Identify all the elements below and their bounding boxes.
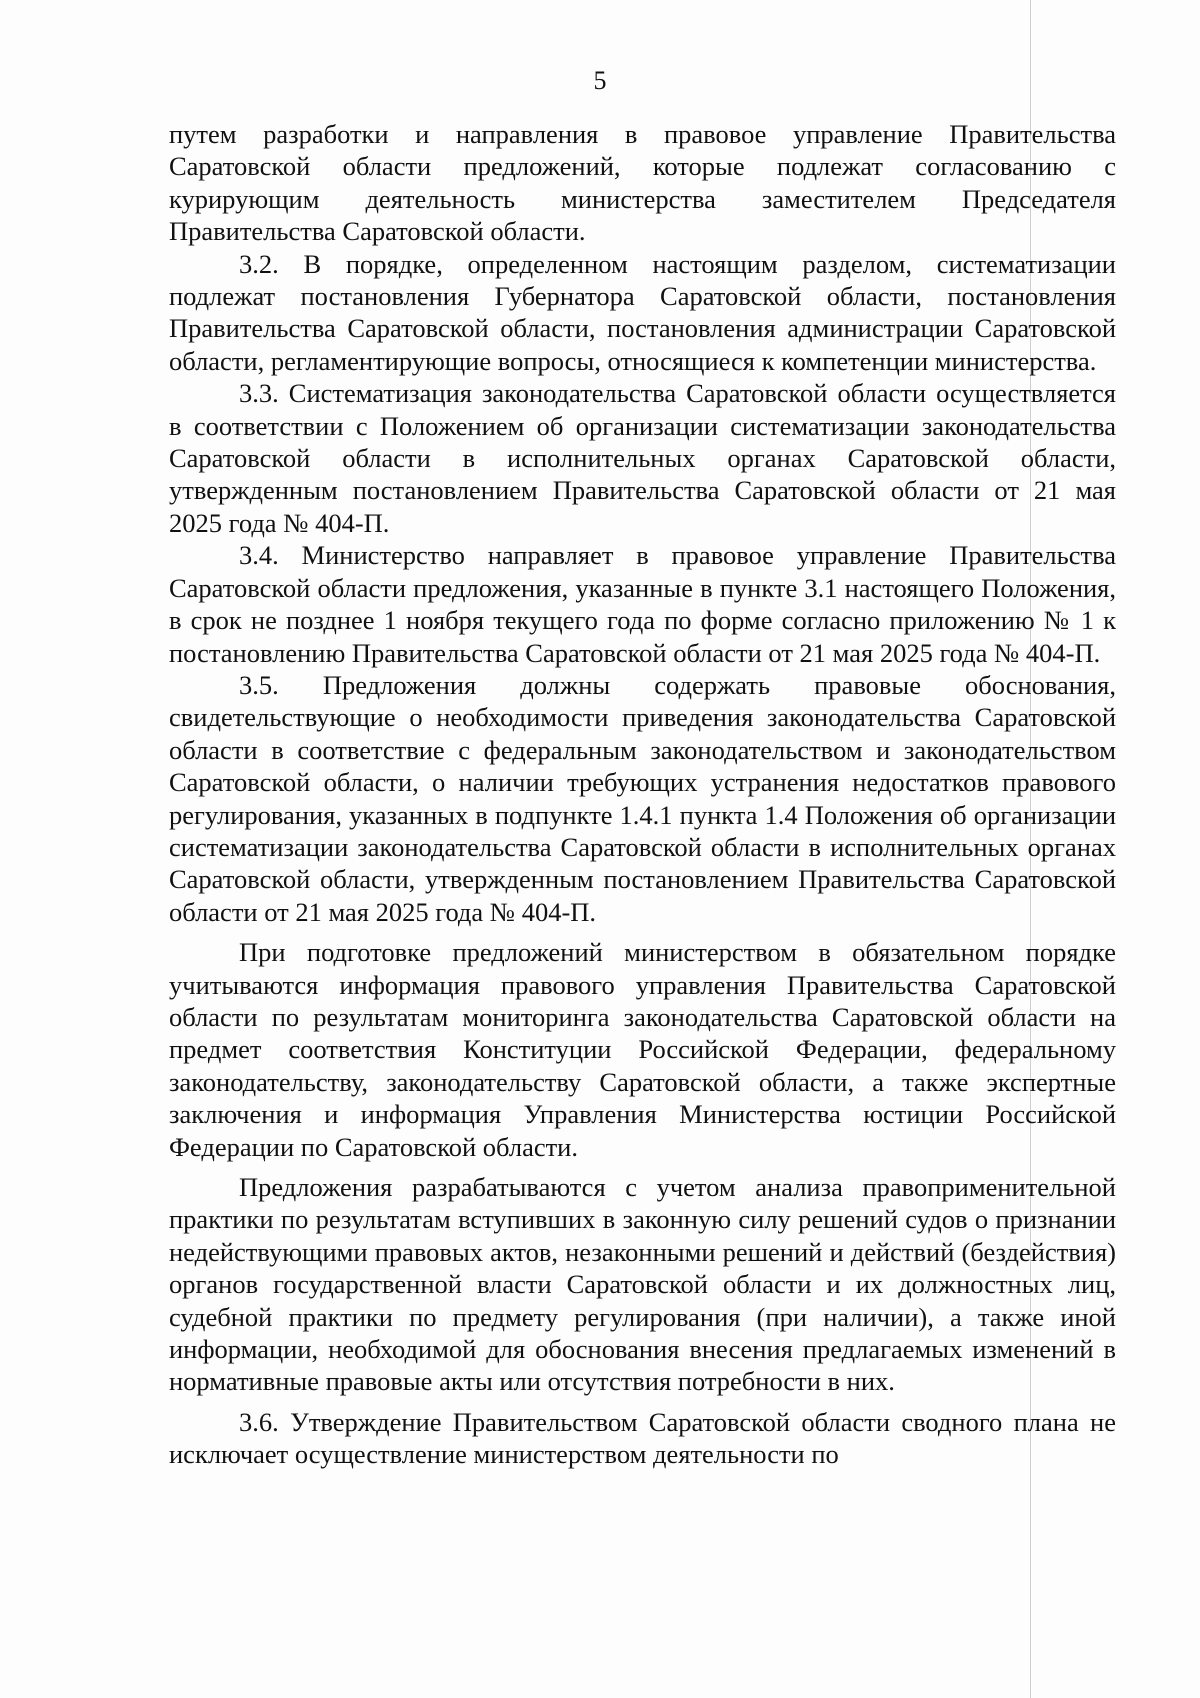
page-number: 5 <box>593 66 607 95</box>
paragraph-3-6: 3.6. Утверждение Правительством Саратовской области сводного плана не исключает осуществление министерством деятельности по <box>169 1406 1116 1470</box>
paragraph-preparation: При подготовке предложений министерством в обязательном порядке учитываются информация правового управления Правительства Саратовской области по результатам мониторинга законодательства Саратовской области на предмет соответствия Конституции Российской Федерации, федеральному законодательству, законодательству Саратовской области, а также экспертные заключения и информация Управления Министерства юстиции Российской Федерации по Саратовской области. <box>169 937 1116 1162</box>
paragraph-analysis: Предложения разрабатываются с учетом анализа правоприменительной практики по результатам вступивших в законную силу решений судов о признании недействующими правовых актов, незаконными решений и действий (бездействия) органов государственной власти Саратовской области и их должностных лиц, судебной практики по предмету регулирования (при наличии), а также иной информации, необходимой для обоснования внесения предлагаемых изменений в нормативные правовые акты или отсутствия потребности в них. <box>169 1172 1116 1397</box>
paragraph-3-5: 3.5. Предложения должны содержать правовые обоснования, свидетельствующие о необходимости приведения законодательства Саратовской области в соответствие с федеральным законодательством и законодательством Саратовской области, о наличии требующих устранения недостатков правового регулирования, указанных в подпункте 1.4.1 пункта 1.4 Положения об организации систематизации законодательства Саратовской области в исполнительных органах Саратовской области, утвержденным постановлением Правительства Саратовской области от 21 мая 2025 года № 404-П. <box>169 669 1116 927</box>
paragraph-3-2: 3.2. В порядке, определенном настоящим разделом, систематизации подлежат постановления Губернатора Саратовской области, постановления Правительства Саратовской области, постановления администрации Саратовской области, регламентирующие вопросы, относящиеся к компетенции министерства. <box>169 248 1116 376</box>
paragraph-3-4: 3.4. Министерство направляет в правовое управление Правительства Саратовской области предложения, указанные в пункте 3.1 настоящего Положения, в срок не позднее 1 ноября текущего года по форме согласно приложению № 1 к постановлению Правительства Саратовской области от 21 мая 2025 года № 404-П. <box>169 540 1116 668</box>
paragraph-3-3: 3.3. Систематизация законодательства Саратовской области осуществляется в соответствии с Положением об организации систематизации законодательства Саратовской области в исполнительных органах Саратовской области, утвержденным постановлением Правительства Саратовской области от 21 мая 2025 года № 404-П. <box>169 378 1116 538</box>
paragraph-continuation: путем разработки и направления в правовое управление Правительства Саратовской области предложений, которые подлежат согласованию с курирующим деятельность министерства заместителем Председателя Правительства Саратовской области. <box>169 119 1116 247</box>
document-body <box>169 118 1116 1471</box>
